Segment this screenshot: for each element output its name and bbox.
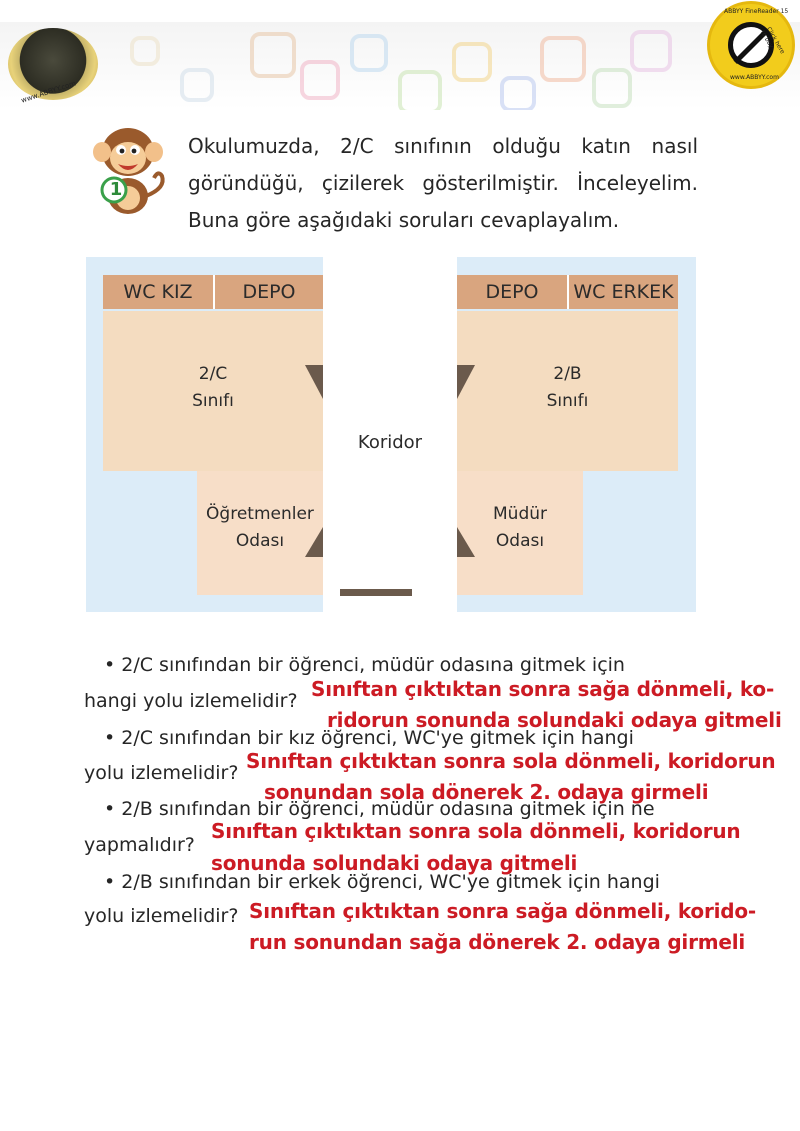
question-2-line1 [104,727,634,749]
answer-4-line1: Sınıftan çıktıktan sonra sağa dönmeli, korido- [249,899,757,923]
door-teachers-icon [305,527,323,557]
floor-plan [86,257,696,612]
seal-right-top-text: ABBYY FineReader 15 [724,8,789,15]
room-2b-label [457,361,678,415]
door-principal-icon [457,527,475,557]
question-4-line2: yolu izlemelidir? [84,905,239,927]
principal-room-name: Müdür [493,504,547,524]
bullet: • [104,798,116,820]
room-2b-type: Sınıfı [546,391,589,411]
intro-paragraph: Okulumuzda, 2/C sınıfının olduğu katın nasıl göründüğü, çizilerek gösterilmiştir. İnceleyelim. Buna göre aşağıdaki soruları cevaplayalım. [188,134,698,232]
question-3-line1 [104,798,655,820]
bullet: • [104,871,116,893]
abbyy-buy-seal[interactable] [710,4,792,86]
storage-right-label: DEPO [485,281,539,303]
answer-4-line2: run sonundan sağa dönerek 2. odaya girmeli [249,930,746,954]
answer-3-line1: Sınıftan çıktıktan sonra sola dönmeli, koridorun [211,819,741,843]
bullet: • [104,654,116,676]
bullet: • [104,727,116,749]
door-2c-icon [305,365,323,399]
decorative-banner [0,22,800,110]
question-3-line2: yapmalıdır? [84,834,195,856]
question-2-line2: yolu izlemelidir? [84,762,239,784]
teachers-room-type: Odası [235,531,285,551]
entrance-step [340,589,412,596]
wc-boys-label: WC ERKEK [573,281,674,303]
room-2b-name: 2/B [553,364,582,384]
abbyy-seal-left [8,28,98,105]
seal-right-url-text: www.ABBYY.com [730,74,779,81]
question-1-line1 [104,654,625,676]
answer-1-line1: Sınıftan çıktıktan sonra sağa dönmeli, ko- [311,677,775,701]
teachers-room-name: Öğretmenler [206,504,314,524]
question-4-line1 [104,871,660,893]
principal-room-type: Odası [495,531,545,551]
seal-left-text: www.ABBYY.com [20,79,77,105]
corridor-label: Koridor [357,432,423,453]
question-3-text: 2/B sınıfından bir öğrenci, müdür odasına gitmek için ne [121,798,655,820]
question-1-text: 2/C sınıfından bir öğrenci, müdür odasına gitmek için [121,654,625,676]
divider [567,275,569,309]
principal-room-label [457,501,583,555]
monkey-mascot-icon [84,118,172,218]
question-4-text: 2/B sınıfından bir erkek öğrenci, WC'ye gitmek için hangi [121,871,660,893]
room-2c-label [103,361,323,415]
seal-right-side-text: Click here to buy [758,25,786,56]
answer-1-line2: ridorun sonunda solundaki odaya gitmeli [327,708,782,732]
question-1-line2: hangi yolu izlemelidir? [84,690,298,712]
room-2c-type: Sınıfı [192,391,234,411]
storage-left-label: DEPO [242,281,296,303]
door-2b-icon [457,365,475,399]
room-2c-name: 2/C [198,364,228,384]
answer-3-line2: sonunda solundaki odaya gitmeli [211,851,578,875]
answer-2-line2: sonundan sola dönerek 2. odaya girmeli [264,780,709,804]
problem-number: 1 [109,179,123,200]
divider [213,275,215,309]
wc-girls-label: WC KIZ [123,281,193,303]
question-2-text: 2/C sınıfından bir kız öğrenci, WC'ye gitmek için hangi [121,727,634,749]
answer-2-line1: Sınıftan çıktıktan sonra sola dönmeli, koridorun [246,749,776,773]
